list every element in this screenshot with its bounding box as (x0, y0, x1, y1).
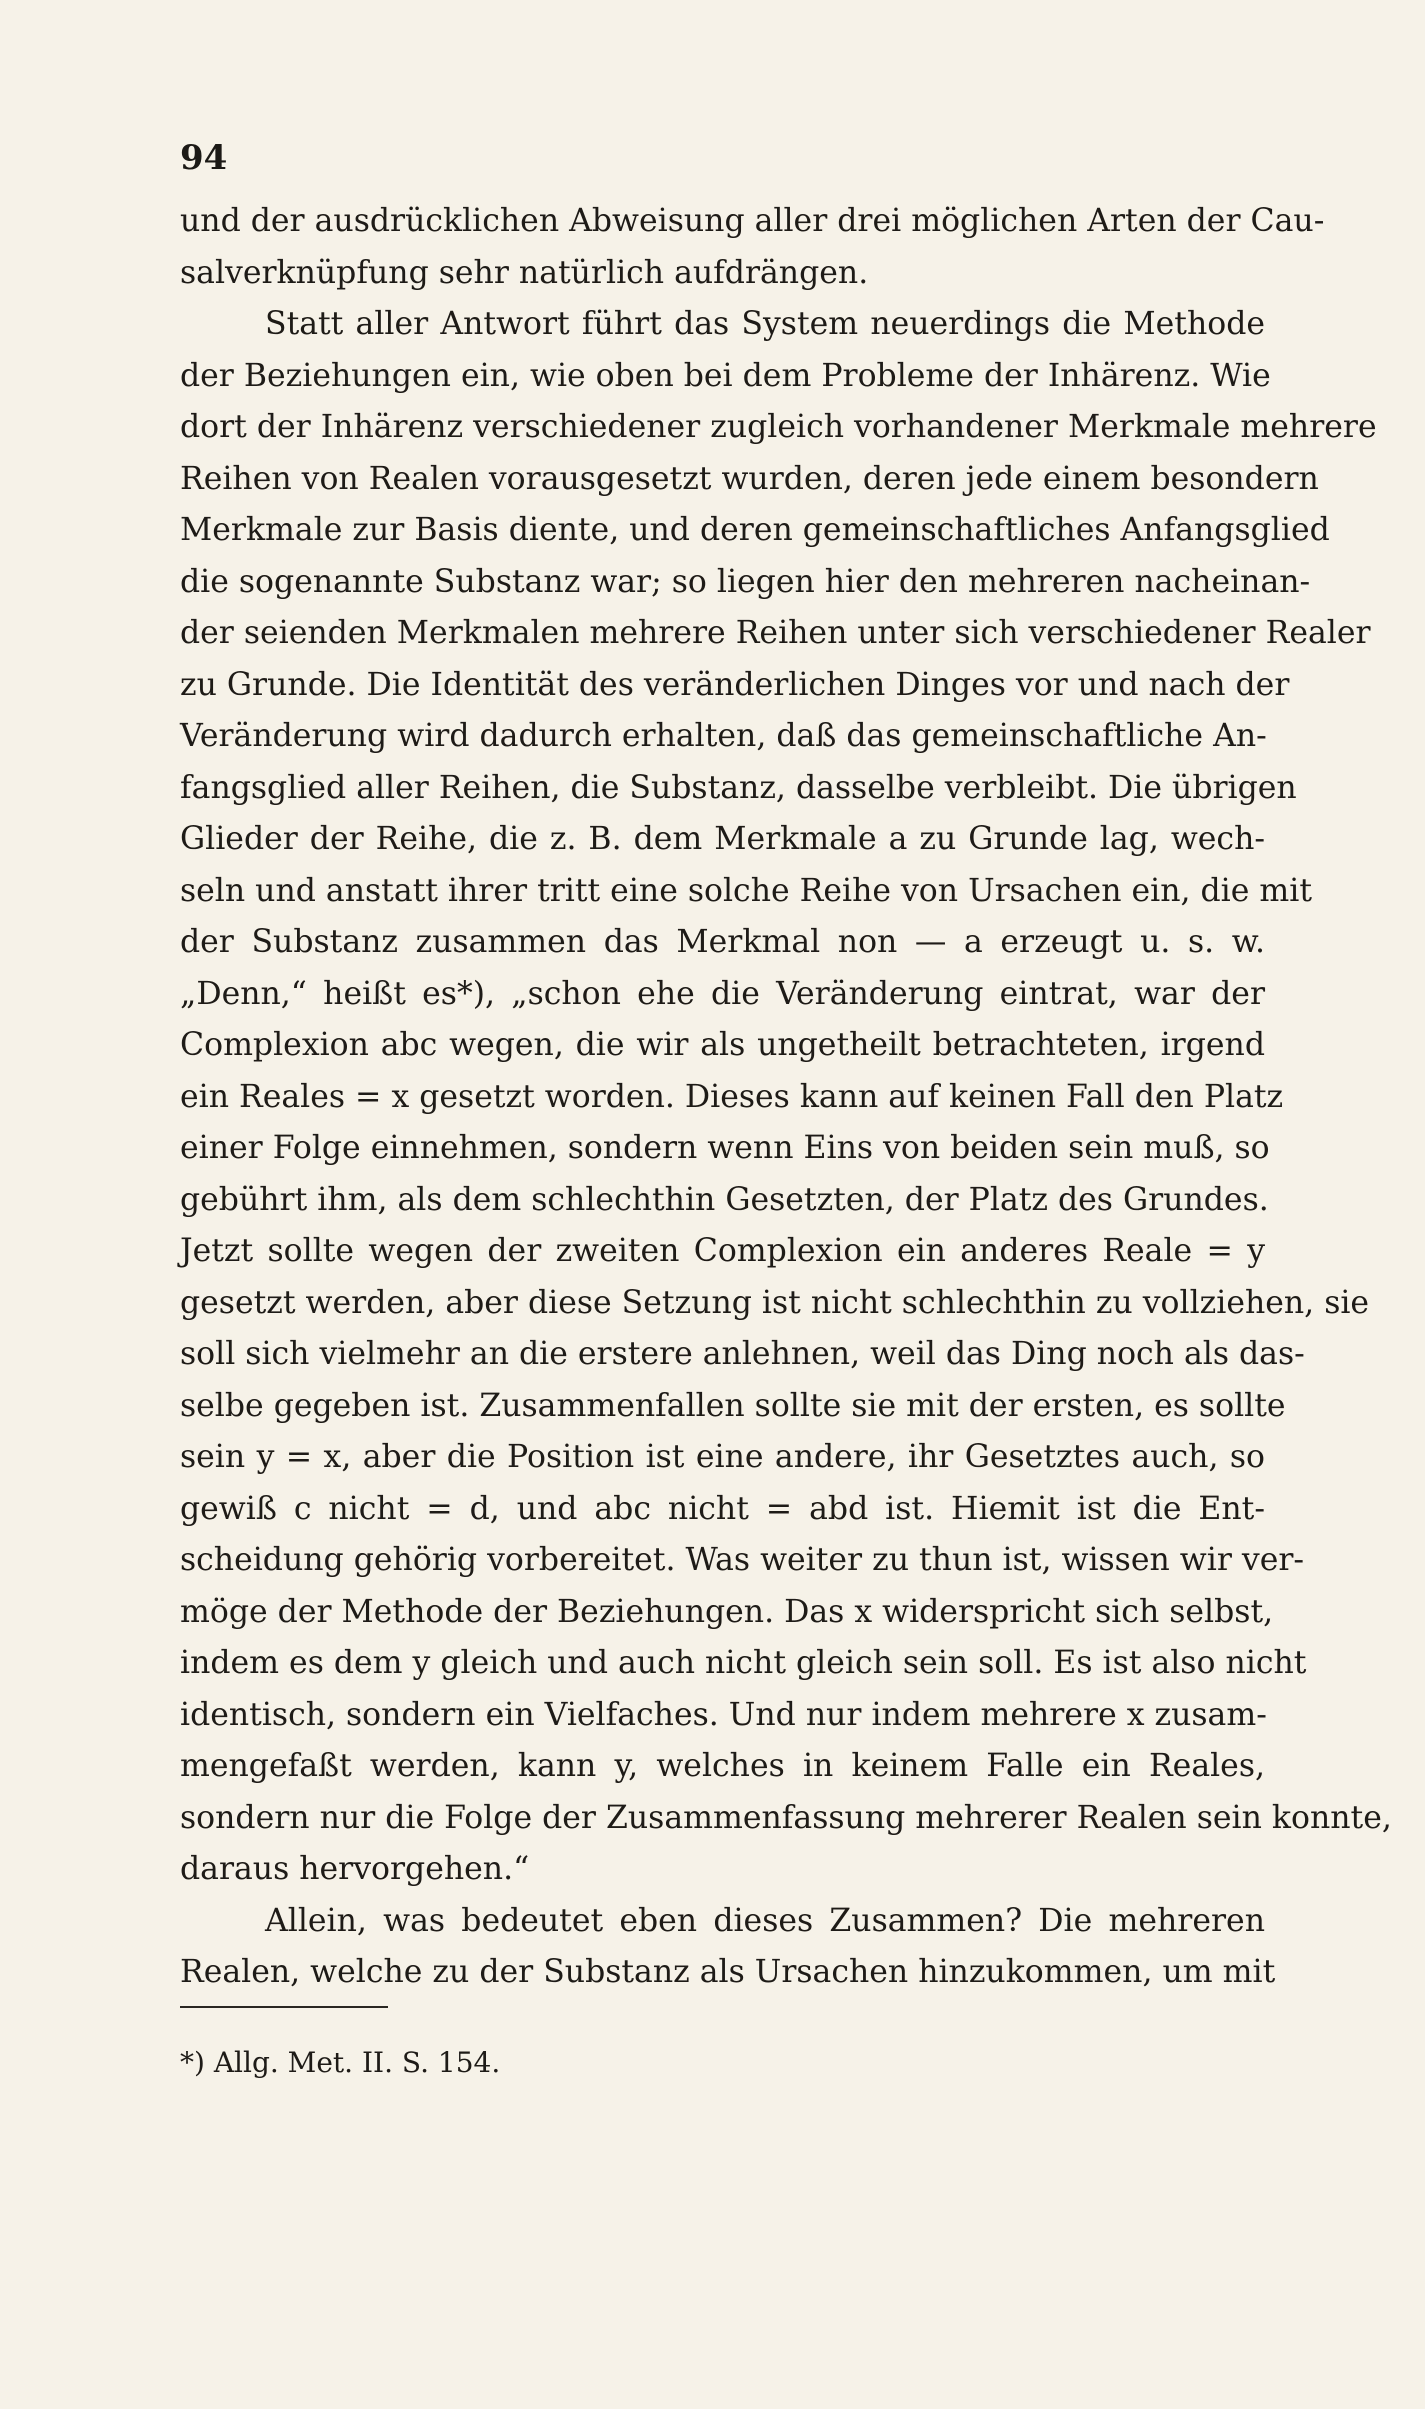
text-line: Reihen von Realen vorausgesetzt wurden, deren jede einem besondern (180, 460, 1319, 497)
text-line: Glieder der Reihe, die z. B. dem Merkmale a zu Grunde lag, wech- (180, 821, 1265, 857)
text-line: Jetzt sollte wegen der zweiten Complexion ein anderes Reale = y (180, 1233, 1265, 1269)
text-line: sondern nur die Folge der Zusammenfassung mehrerer Realen sein konnte, (180, 1799, 1392, 1836)
text-line: Statt aller Antwort führt das System neuerdings die Methode (265, 306, 1265, 342)
text-line: und der ausdrücklichen Abweisung aller drei möglichen Arten der Cau- (180, 203, 1325, 239)
text-line: selbe gegeben ist. Zusammenfallen sollte sie mit der ersten, es sollte (180, 1387, 1286, 1424)
text-line: soll sich vielmehr an die erstere anlehnen, weil das Ding noch als das- (180, 1336, 1305, 1372)
text-line: Complexion abc wegen, die wir als ungetheilt betrachteten, irgend (180, 1027, 1265, 1063)
text-line: identisch, sondern ein Vielfaches. Und nur indem mehrere x zusam- (180, 1696, 1267, 1733)
text-line: möge der Methode der Beziehungen. Das x widerspricht sich selbst, (180, 1593, 1274, 1630)
text-line: fangsglied aller Reihen, die Substanz, dasselbe verbleibt. Die übrigen (180, 769, 1297, 806)
text-line: der Substanz zusammen das Merkmal non — a erzeugt u. s. w. (180, 924, 1265, 960)
text-line: gesetzt werden, aber diese Setzung ist nicht schlechthin zu vollziehen, sie (180, 1284, 1370, 1321)
text-line: die sogenannte Substanz war; so liegen hier den mehreren nacheinan- (180, 563, 1311, 600)
text-line: Veränderung wird dadurch erhalten, daß das gemeinschaftliche An- (180, 718, 1267, 754)
body-text (180, 196, 1392, 1999)
text-line: sein y = x, aber die Position ist eine andere, ihr Gesetztes auch, so (180, 1439, 1265, 1475)
text-line: Realen, welche zu der Substanz als Ursachen hinzukommen, um mit (180, 1954, 1276, 1990)
text-line: gewiß c nicht = d, und abc nicht = abd ist. Hiemit ist die Ent- (180, 1490, 1265, 1527)
text-line: der Beziehungen ein, wie oben bei dem Probleme der Inhärenz. Wie (180, 357, 1271, 394)
text-line: zu Grunde. Die Identität des veränderlichen Dinges vor und nach der (180, 666, 1290, 703)
page-number: 94 (180, 138, 228, 178)
footnote-rule (180, 2006, 388, 2008)
text-line: einer Folge einnehmen, sondern wenn Eins von beiden sein muß, so (180, 1130, 1270, 1166)
text-line: „Denn,“ heißt es*), „schon ehe die Veränderung eintrat, war der (180, 975, 1265, 1012)
text-line: scheidung gehörig vorbereitet. Was weiter zu thun ist, wissen wir ver- (180, 1542, 1305, 1578)
text-line: ein Reales = x gesetzt worden. Dieses kann auf keinen Fall den Platz (180, 1078, 1284, 1115)
text-line: mengefaßt werden, kann y, welches in keinem Falle ein Reales, (180, 1748, 1265, 1784)
text-line: seln und anstatt ihrer tritt eine solche Reihe von Ursachen ein, die mit (180, 872, 1313, 909)
text-line: daraus hervorgehen.“ (180, 1851, 530, 1887)
text-line: Merkmale zur Basis diente, und deren gemeinschaftliches Anfangsglied (180, 512, 1330, 548)
text-line: dort der Inhärenz verschiedener zugleich vorhandener Merkmale mehrere (180, 409, 1377, 445)
text-line: der seienden Merkmalen mehrere Reihen unter sich verschiedener Realer (180, 615, 1371, 651)
text-line: salverknüpfung sehr natürlich aufdrängen. (180, 254, 869, 291)
footnote: *) Allg. Met. II. S. 154. (180, 2046, 501, 2079)
text-line: Allein, was bedeutet eben dieses Zusammen? Die mehreren (265, 1902, 1265, 1939)
text-line: indem es dem y gleich und auch nicht gleich sein soll. Es ist also nicht (180, 1645, 1307, 1681)
text-line: gebührt ihm, als dem schlechthin Gesetzten, der Platz des Grundes. (180, 1181, 1269, 1218)
